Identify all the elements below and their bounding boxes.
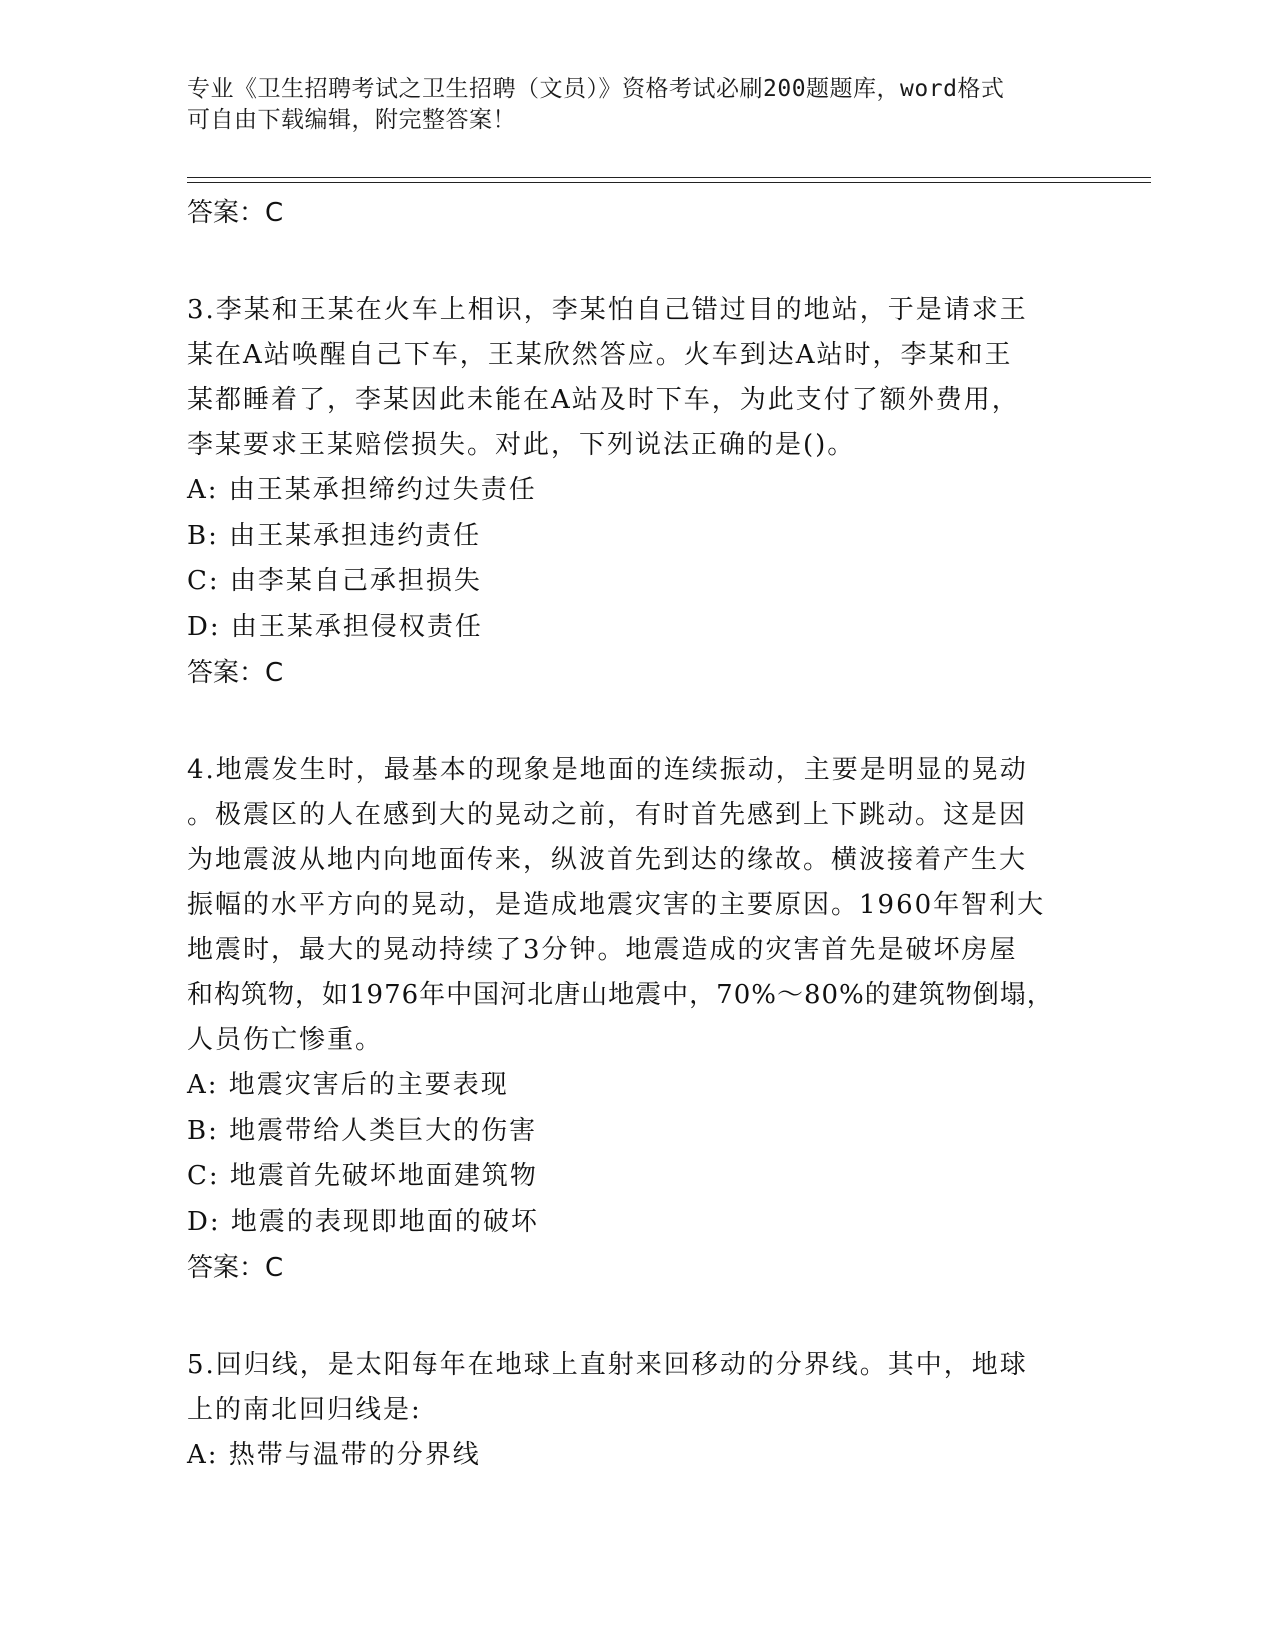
header-title-line-1: 专业《卫生招聘考试之卫生招聘（文员）》资格考试必刷200题题库，word格式	[187, 76, 1005, 102]
question-text-line: 振幅的水平方向的晃动，是造成地震灾害的主要原因。1960年智利大	[187, 890, 1046, 920]
option-d: D: 由王某承担侵权责任	[187, 611, 483, 642]
question-text-line: 某都睡着了，李某因此未能在A站及时下车，为此支付了额外费用，	[187, 385, 1020, 415]
answer-line: 答案：C	[187, 658, 284, 688]
question-text-line: 人员伤亡惨重。	[187, 1025, 384, 1055]
question-text-line: 为地震波从地内向地面传来，纵波首先到达的缘故。横波接着产生大	[187, 845, 1028, 875]
question-text-line: 上的南北回归线是:	[187, 1395, 422, 1425]
question-text-line: 和构筑物，如1976年中国河北唐山地震中，70%～80%的建筑物倒塌，	[187, 980, 1054, 1010]
option-a: A: 地震灾害后的主要表现	[187, 1070, 509, 1100]
spacer	[187, 236, 1067, 288]
option-b: B: 地震带给人类巨大的伤害	[187, 1115, 538, 1146]
option-c: C: 由李某自己承担损失	[187, 566, 482, 596]
question-text-line: 。极震区的人在感到大的晃动之前，有时首先感到上下跳动。这是因	[187, 800, 1028, 830]
option-d: D: 地震的表现即地面的破坏	[187, 1206, 539, 1237]
question-text-line: 地震时，最大的晃动持续了3分钟。地震造成的灾害首先是破坏房屋	[187, 935, 1018, 965]
question-text-line: 某在A站唤醒自己下车，王某欣然答应。火车到达A站时，李某和王	[187, 340, 1013, 370]
question-text-line: 3.李某和王某在火车上相识，李某怕自己错过目的地站，于是请求王	[187, 295, 1028, 325]
option-c: C: 地震首先破坏地面建筑物	[187, 1161, 538, 1191]
header-divider-top	[187, 177, 1151, 178]
option-b: B: 由王某承担违约责任	[187, 520, 482, 551]
header-title-line-2: 可自由下载编辑，附完整答案！	[187, 107, 516, 133]
answer-line: 答案：C	[187, 1253, 284, 1283]
question-3	[187, 288, 1067, 696]
answer-line: 答案：C	[187, 198, 284, 228]
question-4	[187, 748, 1067, 1291]
question-text-line: 李某要求王某赔偿损失。对此，下列说法正确的是()。	[187, 430, 856, 460]
option-a: A: 由王某承担缔约过失责任	[187, 475, 537, 505]
spacer	[187, 1291, 1067, 1343]
spacer	[187, 696, 1067, 748]
option-a: A: 热带与温带的分界线	[187, 1440, 481, 1470]
question-text-line: 5.回归线，是太阳每年在地球上直射来回移动的分界线。其中，地球	[187, 1350, 1028, 1380]
document-header	[187, 74, 1067, 136]
document-body	[187, 190, 1067, 1479]
header-divider-bottom	[187, 182, 1151, 183]
question-5	[187, 1343, 1067, 1479]
question-text-line: 4.地震发生时，最基本的现象是地面的连续振动，主要是明显的晃动	[187, 755, 1028, 785]
